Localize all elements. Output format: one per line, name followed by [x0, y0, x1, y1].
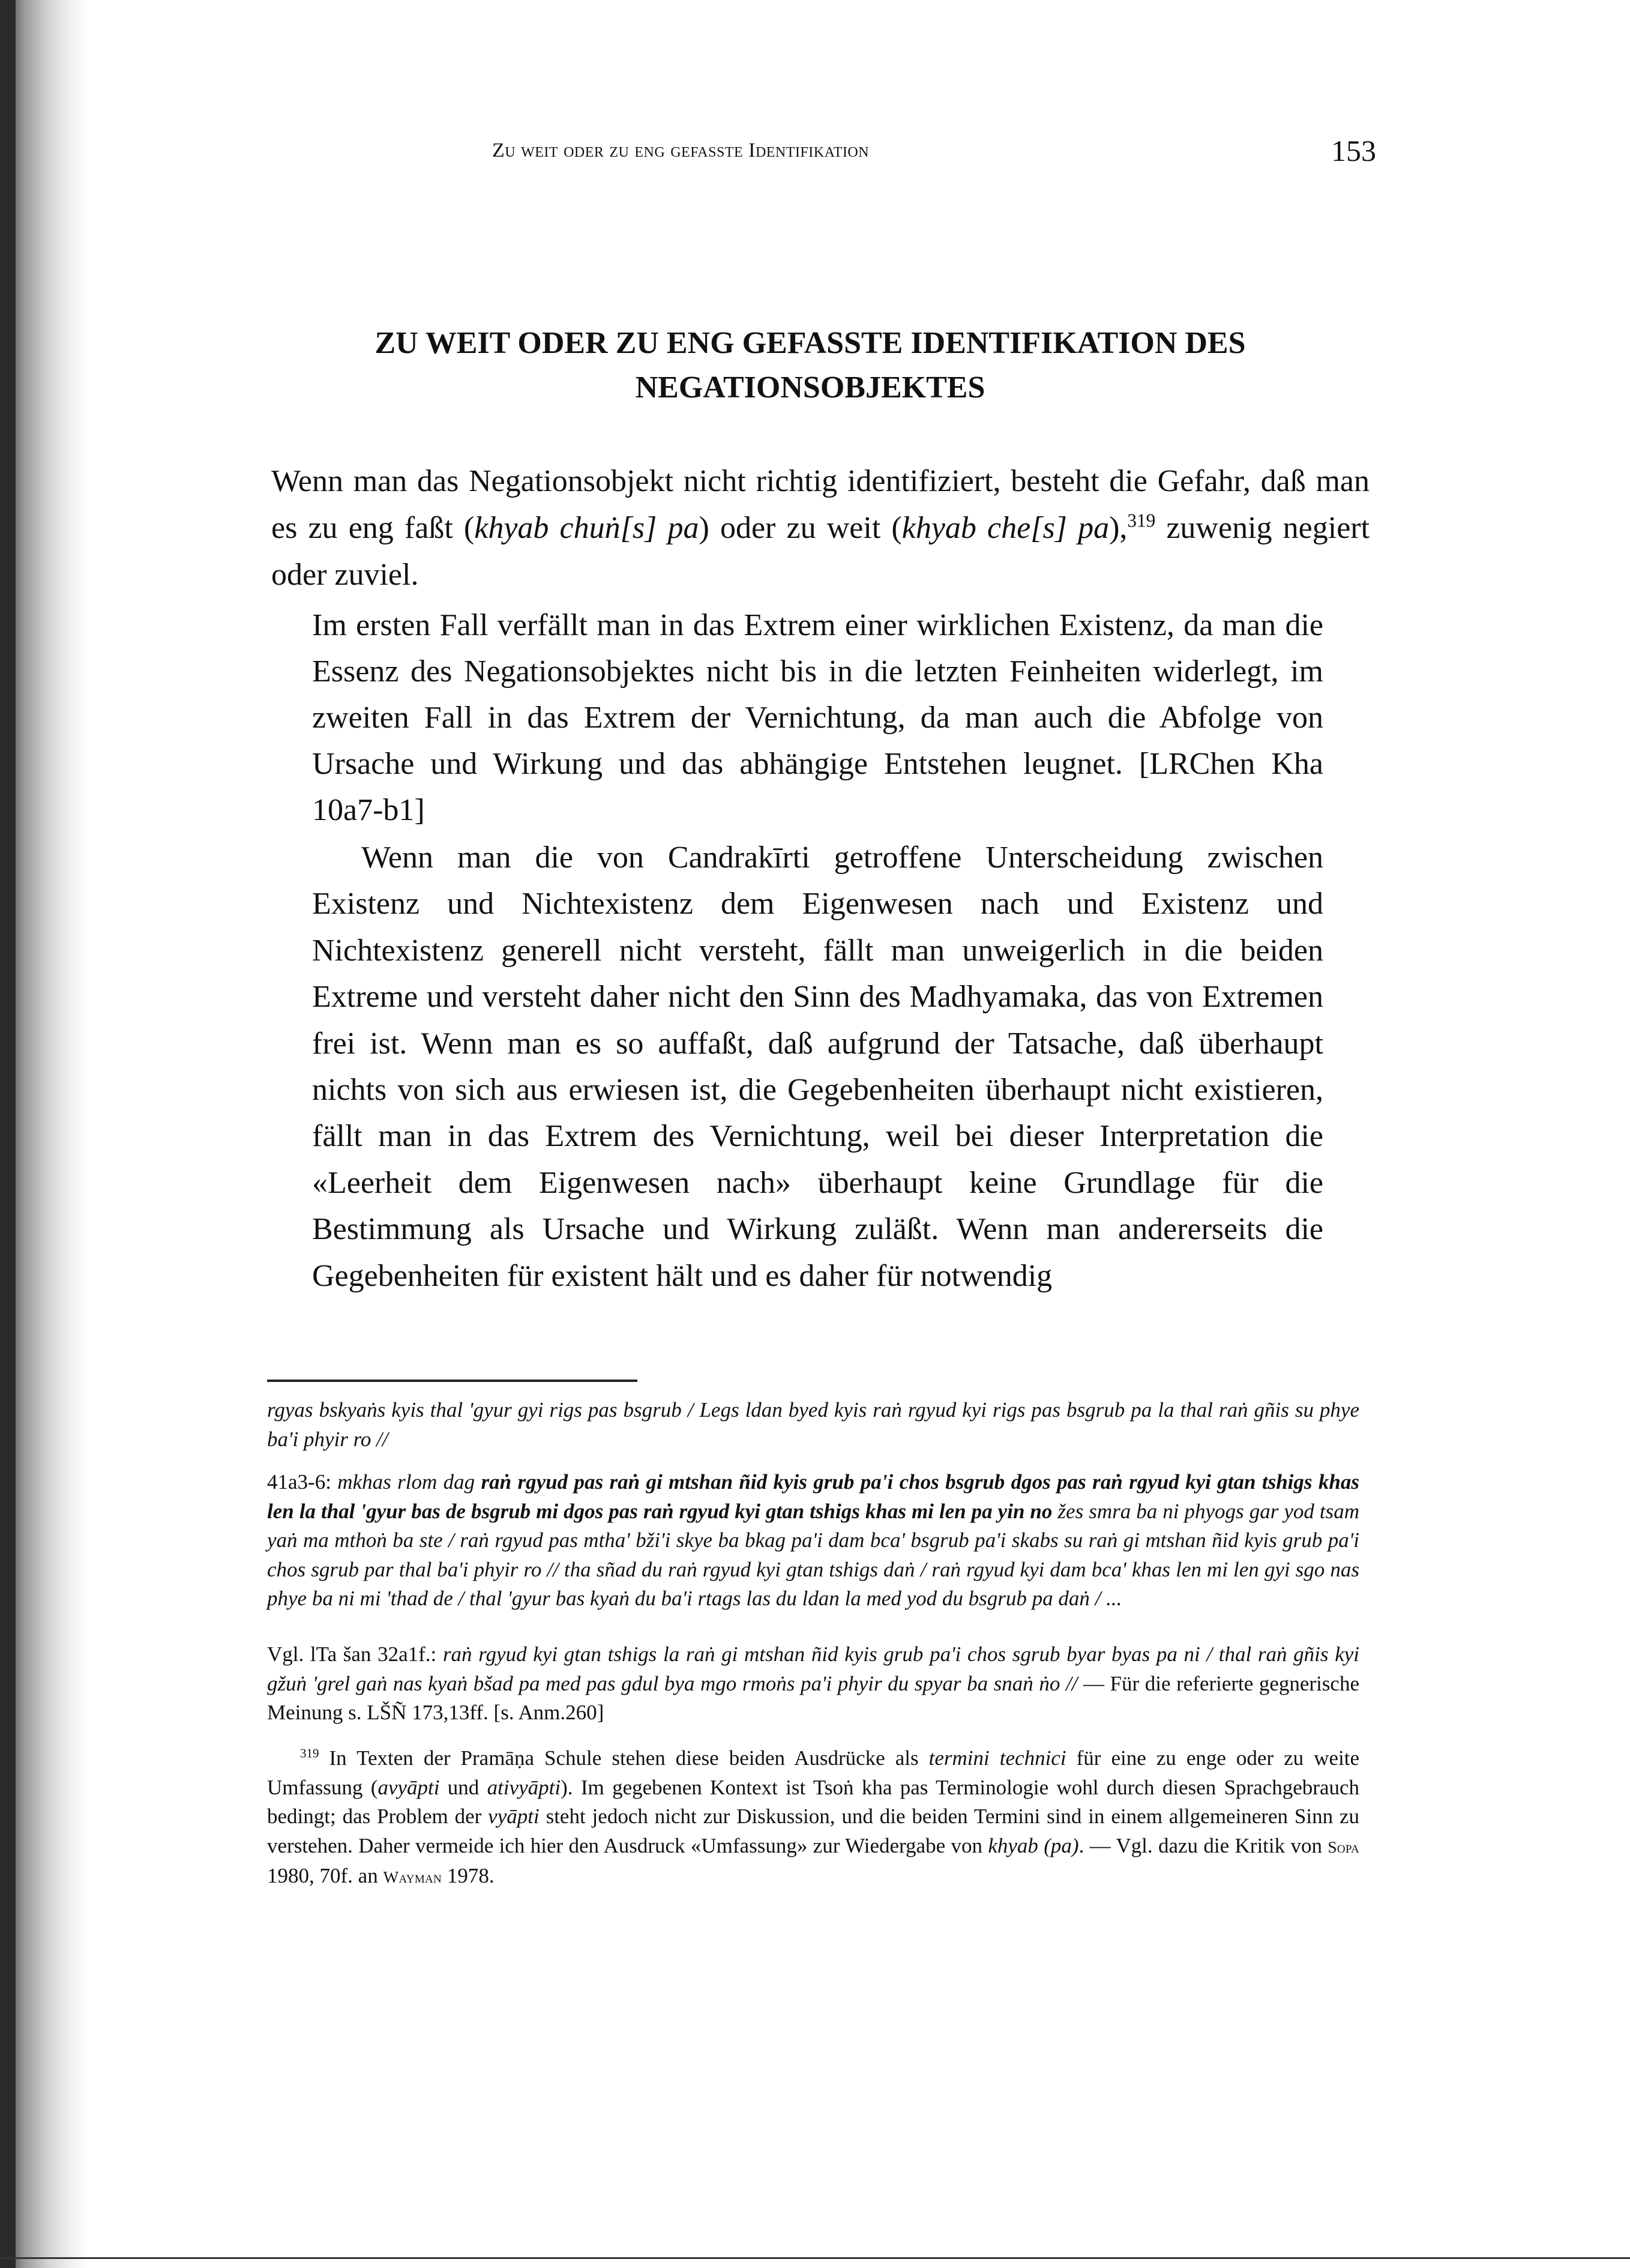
footnote-continued: rgyas bskyaṅs kyis thal 'gyur gyi rigs pas bsgrub / Legs ldan byed kyis raṅ rgyud kyi rigs pas bsgrub pa la thal raṅ gñis su phye ba'i phyir ro // — [267, 1398, 1359, 1451]
binding-shadow — [0, 0, 16, 2268]
paragraph-quotation: Im ersten Fall verfällt man in das Extrem einer wirklichen Existenz, da man die Essenz des Negationsobjektes nicht bis in die letzten Feinheiten widerlegt, im zweiten Fall in das Extrem der Vernichtung, da man auch die Abfolge von Ursache und Wirkung und das abhängige Entstehen leugnet. [LRChen Kha 10a7-b1] — [312, 608, 1323, 827]
footnote-number: 319 — [300, 1746, 319, 1761]
paragraph-intro: Wenn man das Negationsobjekt nicht richtig identifiziert, besteht die Gefahr, daß man es zu eng faßt (khyab chuṅ[s] pa) oder zu weit (khyab che[s] pa),$^{319}$ zuwenig negiert oder zuviel. — [271, 464, 1370, 592]
footnote-319: $^{319}$ In Texten der Pramāṇa Schule stehen diese beiden Ausdrücke als termini technici für eine zu enge oder zu weite Umfassung (avyāpti und ativyāpti). Im gegebenen Kontext ist Tsoṅ kha pas Terminologie wohl durch diesen Sprachgebrauch bedingt; das Problem der vyāpti steht jedoch nicht zur Diskussion, und die beiden Termini sind in einem allgemeineren Sinn zu verstehen. Daher vermeide ich hier den Ausdruck «Umfassung» zur Wiedergabe von khyab (pa). — Vgl. dazu die Kritik von Sopa 1980, 70f. an Wayman 1978. — [267, 1746, 1360, 1887]
page-number: 153 — [1331, 134, 1376, 167]
footnote-continued-3: Vgl. lTa šan 32a1f.: raṅ rgyud kyi gtan tshigs la raṅ gi mtshan ñid kyis grub pa'i chos sgrub byar byas pa ni / thal raṅ gñis kyi gžuṅ 'grel gaṅ nas kyaṅ bšad pa med pas gdul bya mgo rmoṅs pa'i phyir du spyar ba snaṅ ṅo // — Für die referierte gegnerische Meinung s. LŠÑ 173,13ff. [s. Anm.260] — [267, 1642, 1359, 1724]
section-title — [264, 321, 1356, 410]
footnote-continued-2: 41a3-6: mkhas rlom dag raṅ rgyud pas raṅ gi mtshan ñid kyis grub pa'i chos bsgrub dgos pas raṅ rgyud kyi gtan tshigs khas len la thal 'gyur bas de bsgrub mi dgos pas raṅ rgyud kyi gtan tshigs khas mi len pa yin no žes smra ba ni phyogs gar yod tsam yaṅ ma mthoṅ ba ste / raṅ rgyud pas mtha' bži'i skye ba bkag pa'i dam bca' bsgrub pa'i skabs su raṅ gi mtshan ñid kyis grub pa'i chos sgrub par thal ba'i phyir ro // tha sñad du raṅ rgyud kyi gtan tshigs daṅ / raṅ rgyud kyi dam bca' khas len mi len gyi sgo nas phye ba ni mi 'thad de / thal 'gyur bas kyaṅ du ba'i rtags las du ldan la med yod du bsgrub pa daṅ / ... — [267, 1470, 1360, 1610]
scan-bottom-edge — [0, 2257, 1630, 2259]
footnote-separator — [267, 1380, 637, 1382]
section-title-line-1: ZU WEIT ODER ZU ENG GEFASSTE IDENTIFIKATION DES — [374, 326, 1246, 360]
running-head: Zu weit oder zu eng gefasste Identifikation — [492, 139, 870, 161]
footnote-ref-319: 319 — [1127, 510, 1156, 531]
paragraph-main: Wenn man die von Candrakīrti getroffene Unterscheidung zwischen Existenz und Nichtexistenz dem Eigenwesen nach und Existenz und Nichtexistenz generell nicht versteht, fällt man unweigerlich in die beiden Extreme und versteht daher nicht den Sinn des Madhyamaka, das von Extremen frei ist. Wenn man es so auffaßt, daß aufgrund der Tatsache, daß überhaupt nichts von sich aus erwiesen ist, die Gegebenheiten überhaupt nicht existieren, fällt man in das Extrem des Vernichtung, weil bei dieser Interpretation die «Leerheit dem Eigenwesen nach» überhaupt keine Grundlage für die Bestimmung als Ursache und Wirkung zuläßt. Wenn man andererseits die Gegebenheiten für existent hält und es daher für notwendig — [312, 840, 1323, 1293]
section-title-line-2: NEGATIONSOBJEKTES — [635, 370, 985, 405]
